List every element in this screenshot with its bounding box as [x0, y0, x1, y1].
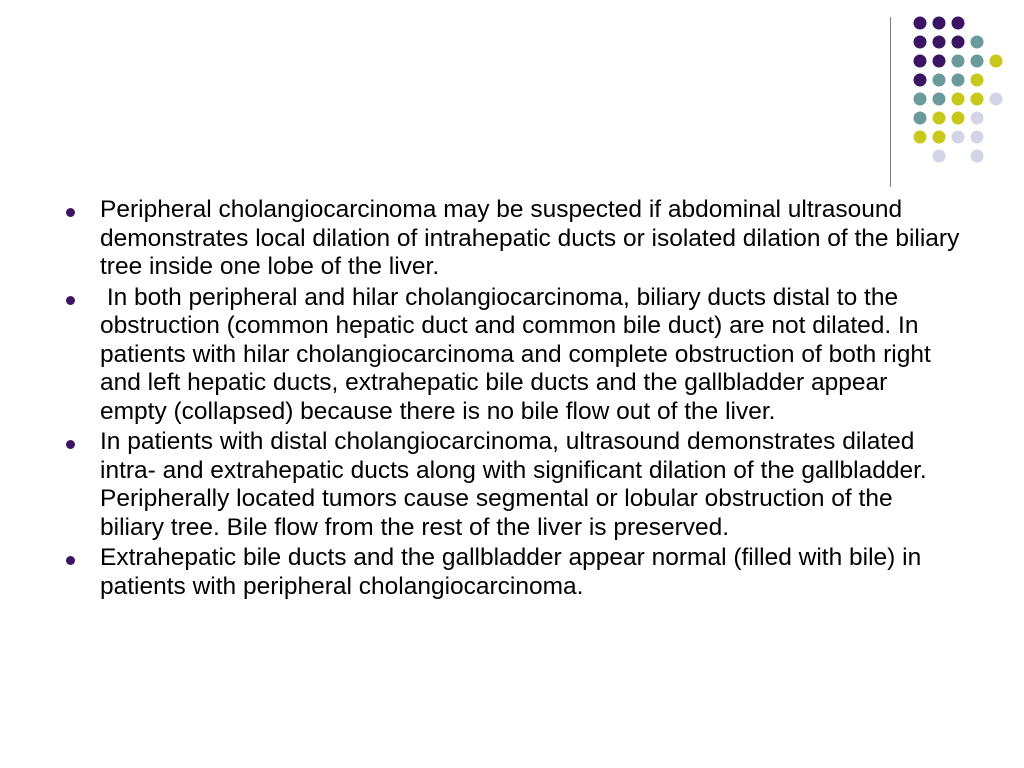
decorative-dot: [971, 150, 984, 163]
decorative-dot: [933, 36, 946, 49]
decorative-dot: [990, 93, 1003, 106]
decorative-dot: [933, 150, 946, 163]
decorative-dot: [914, 55, 927, 68]
decorative-dot: [914, 131, 927, 144]
decorative-dot: [971, 36, 984, 49]
decorative-dot: [971, 93, 984, 106]
decorative-dot: [952, 74, 965, 87]
decorative-dot: [933, 131, 946, 144]
bullet-text: Extrahepatic bile ducts and the gallbladder appear normal (filled with bile) in patients with peripheral cholangiocarcinoma.: [100, 544, 929, 600]
decorative-dot: [914, 36, 927, 49]
decorative-dot: [914, 93, 927, 106]
decorative-dot: [952, 55, 965, 68]
decorative-dot: [914, 112, 927, 125]
decorative-dot: [971, 131, 984, 144]
decorative-dot: [933, 55, 946, 68]
decorative-dot: [933, 74, 946, 87]
decorative-dot: [952, 112, 965, 125]
decorative-dot: [933, 112, 946, 125]
bullet-text: In patients with distal cholangiocarcinoma, ultrasound demonstrates dilated intra- and extrahepatic ducts along with significant dilation of the gallbladder. Peripherally located tumors cause segmental or lobular obstruction of the biliary tree. Bile flow from the rest of the liver is preserved.: [100, 428, 934, 541]
bullet-text: Peripheral cholangiocarcinoma may be suspected if abdominal ultrasound demonstrates local dilation of intrahepatic ducts or isolated dilation of the biliary tree inside one lobe of the liver.: [100, 196, 967, 280]
decorative-dot: [971, 74, 984, 87]
decorative-dot: [952, 93, 965, 106]
bullet-item: [60, 544, 960, 601]
decorative-dot-grid: [0, 0, 1024, 200]
decorative-dot: [933, 93, 946, 106]
bullet-dot-icon: [66, 208, 75, 217]
bullet-text: In both peripheral and hilar cholangiocarcinoma, biliary ducts distal to the obstruction (common hepatic duct and common bile duct) are not dilated. In patients with hilar cholangiocarcinoma and complete obstruction of both right and left hepatic ducts, extrahepatic bile ducts and the gallbladder appear empty (collapsed) because there is no bile flow out of the liver.: [100, 283, 938, 425]
bullet-dot-icon: [66, 556, 75, 565]
decorative-dot: [952, 131, 965, 144]
decorative-dot: [914, 74, 927, 87]
decorative-dot: [971, 55, 984, 68]
decorative-dot: [990, 55, 1003, 68]
bullet-list: [60, 196, 967, 603]
bullet-item: [60, 428, 960, 542]
bullet-dot-icon: [66, 296, 75, 305]
decorative-dot: [952, 17, 965, 30]
bullet-item: [60, 284, 960, 427]
decorative-dot: [952, 36, 965, 49]
decorative-dot: [971, 112, 984, 125]
decorative-dot: [914, 17, 927, 30]
decorative-dot: [933, 17, 946, 30]
bullet-item: [60, 196, 967, 282]
bullet-dot-icon: [66, 440, 75, 449]
vertical-divider: [890, 17, 891, 187]
